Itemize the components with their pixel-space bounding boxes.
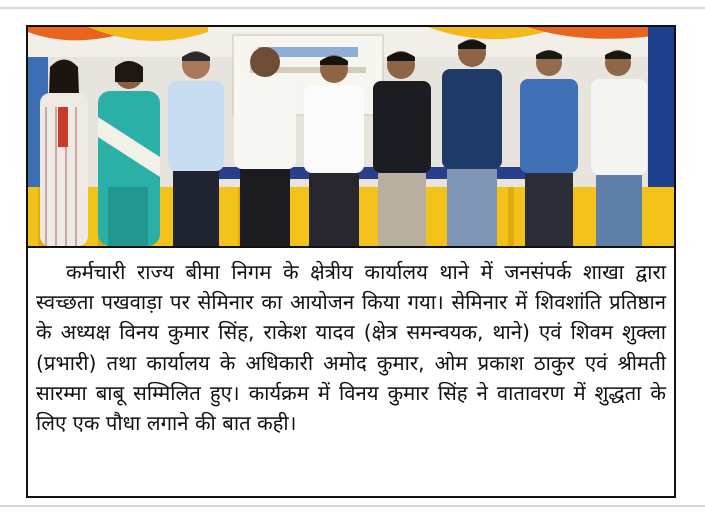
news-caption: कर्मचारी राज्य बीमा निगम के क्षेत्रीय कार्यालय थाने में जनसंपर्क शाखा द्वारा स्वच्छता पखवाड़ा पर सेमिनार का आयोजन किया गया। सेमिनार में शिवशांति प्रतिष्ठान के अध्यक्ष विनय कुमार सिंह, राकेश यादव (क्षेत्र समन्वयक, थाने) एवं शिवम शुक्ला (प्रभारी) तथा कार्यालय के अधिकारी अमोद कुमार, ओम प्रकाश ठाकुर एवं श्रीमती सारम्मा बाबू सम्मिलित हुए। कार्यक्रम में विनय कुमार सिंह ने वातावरण में शुद्धता के लिए एक पौधा लगाने की बात कही। (36, 260, 666, 436)
top-divider (0, 7, 705, 9)
news-clipping (26, 25, 676, 498)
bottom-divider (0, 505, 705, 507)
group-photo-image (28, 27, 674, 246)
group-photo (28, 27, 674, 248)
